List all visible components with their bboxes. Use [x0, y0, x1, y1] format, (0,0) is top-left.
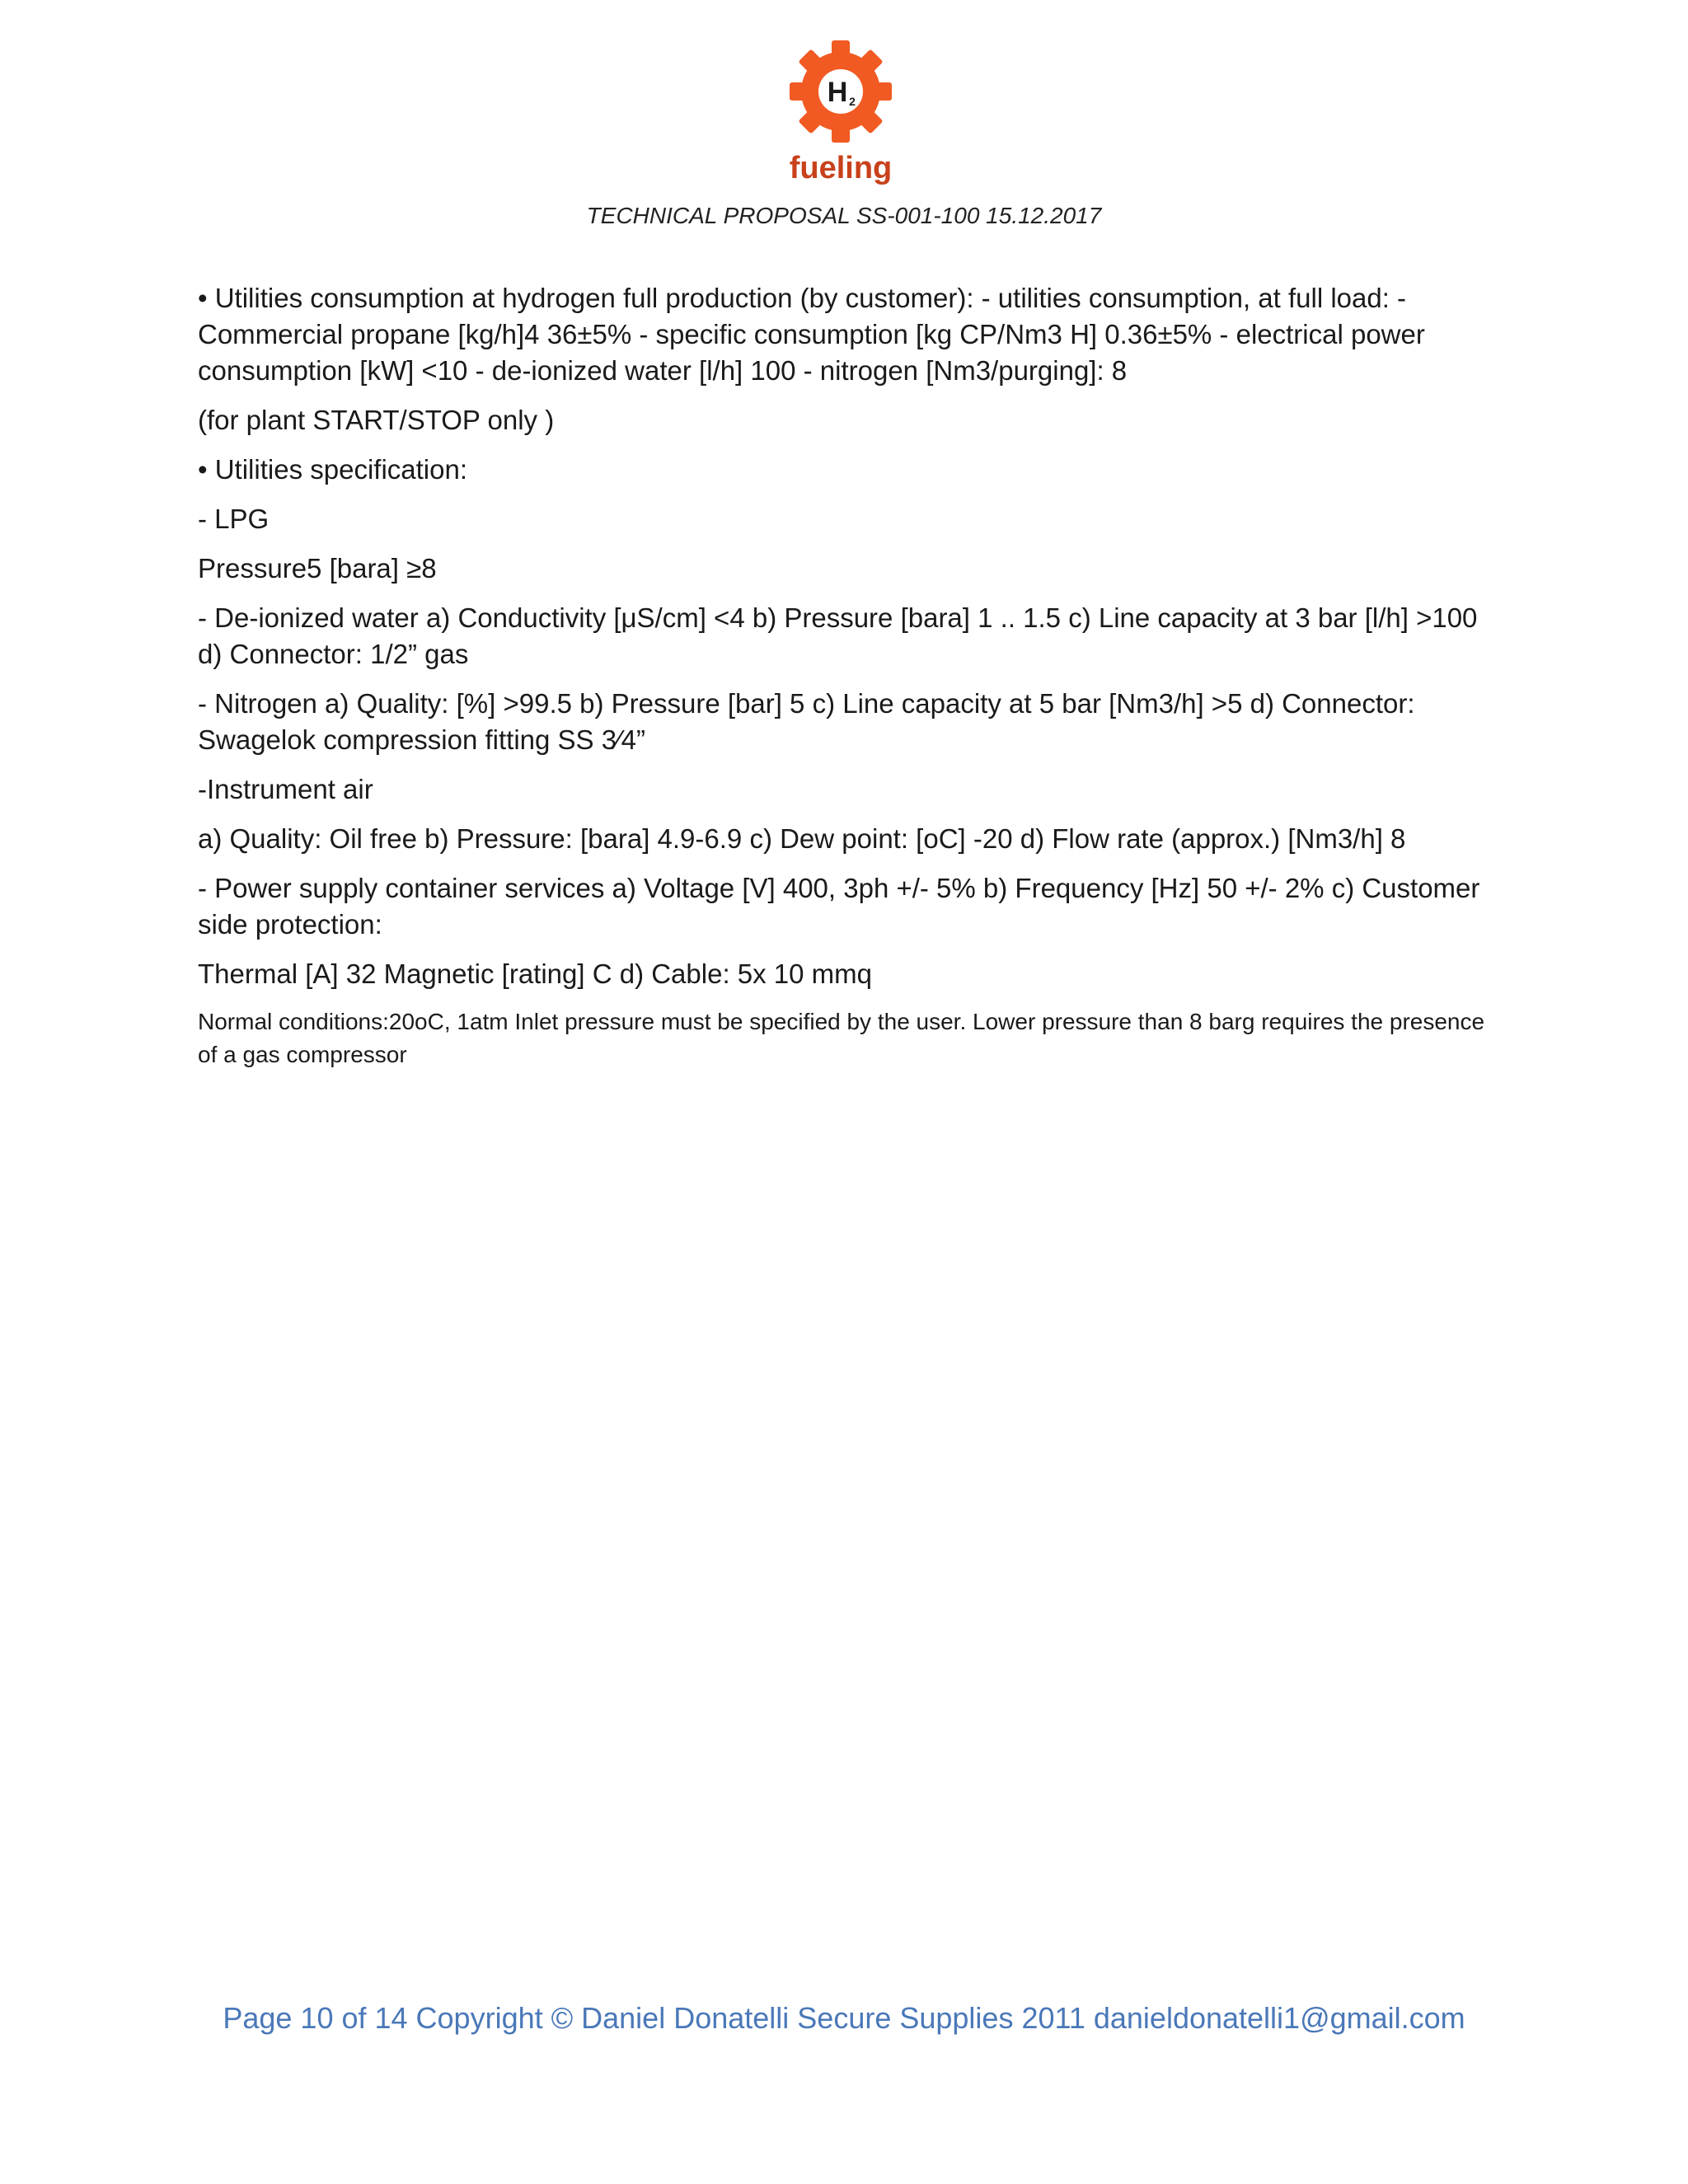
paragraph-lpg: - LPG: [198, 504, 270, 534]
paragraph-lpg-pressure: Pressure5 [bara] ≥8: [198, 553, 437, 583]
h2-fueling-logo: [783, 36, 898, 201]
paragraph-instrument-air: -Instrument air: [198, 774, 373, 804]
paragraph-utilities-consumption: • Utilities consumption at hydrogen full production (by customer): - utilities consumption, at full load: - Commercial propane [kg/h]4 36±5% - specific consumption [kg CP/Nm3 H] 0.36±5% - electrical power consumption [kW] <10 - de-ionized water [l/h] 100 - nitrogen [Nm3/purging]: 8: [198, 283, 1425, 386]
logo-badge-text: H: [827, 77, 848, 108]
paragraph-instrument-air-spec: a) Quality: Oil free b) Pressure: [bara] 4.9-6.9 c) Dew point: [oC] -20 d) Flow rate (approx.) [Nm3/h] 8: [198, 823, 1406, 854]
document-body: [198, 280, 1500, 1085]
paragraph-start-stop-note: (for plant START/STOP only ): [198, 405, 555, 435]
document-header: TECHNICAL PROPOSAL SS-001-100 15.12.2017: [586, 203, 1102, 228]
paragraph-nitrogen: - Nitrogen a) Quality: [%] >99.5 b) Pressure [bar] 5 c) Line capacity at 5 bar [Nm3/h] >5 d) Connector: Swagelok compression fitting SS 3⁄4”: [198, 688, 1415, 755]
paragraph-utilities-spec-heading: • Utilities specification:: [198, 454, 468, 485]
logo-badge-subscript: 2: [849, 95, 856, 108]
page-footer: Page 10 of 14 Copyright © Daniel Donatelli Secure Supplies 2011 danieldonatelli1@gmail.com: [223, 2001, 1465, 2035]
paragraph-power-supply: - Power supply container services a) Voltage [V] 400, 3ph +/- 5% b) Frequency [Hz] 50 +/- 2% c) Customer side protection:: [198, 873, 1480, 940]
paragraph-protection: Thermal [A] 32 Magnetic [rating] C d) Cable: 5x 10 mmq: [198, 958, 873, 989]
paragraph-deionized-water: - De-ionized water a) Conductivity [μS/cm] <4 b) Pressure [bara] 1 .. 1.5 c) Line capacity at 3 bar [l/h] >100 d) Connector: 1/2” gas: [198, 602, 1478, 669]
footnote: Normal conditions:20oC, 1atm Inlet pressure must be specified by the user. Lower pressure than 8 barg requires the presence of a gas compressor: [198, 1009, 1485, 1067]
logo-wordmark: fueling: [789, 151, 893, 185]
gear-logo-icon: [783, 36, 898, 201]
